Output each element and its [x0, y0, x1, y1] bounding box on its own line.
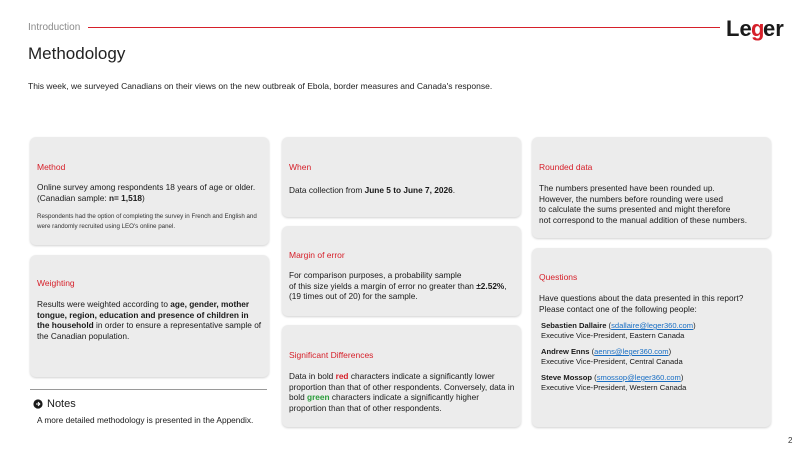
method-small-line1: Respondents had the option of completing the survey in French and English and — [37, 213, 257, 220]
svg-text:er: er — [763, 16, 784, 41]
when-card — [282, 137, 521, 217]
weighting-body — [37, 299, 263, 341]
significant-body — [289, 371, 515, 413]
contact-name: Andrew Enns — [541, 347, 590, 356]
questions-card — [532, 248, 771, 427]
weighting-bold: age, gender, mother tongue, region, education and presence of children in the household — [37, 299, 250, 330]
significant-card — [282, 325, 521, 427]
questions-body — [539, 293, 765, 314]
significant-red-word: red — [335, 371, 349, 381]
section-label: Introduction — [28, 22, 81, 33]
svg-text:g: g — [751, 16, 765, 41]
margin-line1: For comparison purposes, a probability sample — [289, 270, 462, 280]
contact-item: Steve Mossop (smossop@leger360.com) Executive Vice-President, Western Canada — [541, 373, 687, 392]
margin-value: ±2.52% — [476, 280, 505, 291]
method-sample-suffix: ) — [141, 192, 145, 203]
contact-email-link[interactable]: sdallaire@leger360.com — [611, 321, 694, 330]
method-small-line2: were randomly recruited using LEO's online panel. — [37, 223, 176, 230]
contact-role: Executive Vice-President, Western Canada — [541, 383, 687, 392]
leger-logo — [726, 14, 784, 50]
contact-item: Andrew Enns (aenns@leger360.com) Executive Vice-President, Central Canada — [541, 347, 683, 366]
contact-email-link[interactable]: aenns@leger360.com — [594, 347, 669, 356]
contact-role: Executive Vice-President, Central Canada — [541, 357, 683, 366]
method-card — [30, 137, 269, 245]
contact-email-link[interactable]: smossop@leger360.com — [596, 373, 681, 382]
rounded-card — [532, 137, 771, 238]
rounded-title: Rounded data — [539, 162, 593, 172]
significant-green-word: green — [307, 392, 330, 402]
contact-name: Sebastien Dallaire — [541, 321, 607, 330]
rounded-line3: to calculate the sums presented and might therefore — [539, 204, 731, 214]
when-suffix: . — [452, 185, 456, 195]
when-prefix: Data collection from — [289, 185, 365, 195]
when-title: When — [289, 162, 312, 172]
page-number: 2 — [788, 436, 793, 445]
method-body — [37, 182, 263, 203]
contact-name: Steve Mossop — [541, 373, 593, 382]
weighting-suffix: in order to ensure a representative sample of the Canadian population. — [37, 320, 262, 341]
when-body — [289, 185, 515, 196]
margin-body — [289, 270, 515, 302]
significant-title: Significant Differences — [289, 350, 374, 360]
method-sample-value: n= 1,518 — [108, 192, 142, 203]
questions-line1: Have questions about the data presented in this report? — [539, 293, 744, 303]
notes-rule — [30, 389, 267, 390]
questions-title: Questions — [539, 272, 578, 282]
margin-line2: of this size yields a margin of error no greater than — [289, 280, 477, 291]
weighting-prefix: Results were weighted according to — [37, 299, 171, 309]
rounded-body — [539, 183, 765, 225]
arrow-circle-icon — [33, 399, 43, 409]
method-title: Method — [37, 162, 66, 172]
page-title: Methodology — [28, 44, 126, 63]
margin-line3: (19 times out of 20) for the sample. — [289, 291, 418, 301]
intro-text: This week, we surveyed Canadians on their views on the new outbreak of Ebola, border measures and Canada's response. — [28, 81, 493, 91]
notes-text: A more detailed methodology is presented in the Appendix. — [37, 415, 254, 425]
method-line: Online survey among respondents 18 years of age or older. — [37, 182, 256, 192]
notes-title: Notes — [47, 398, 76, 410]
significant-text3: characters indicate a significantly higher proportion than that of other respondents. — [289, 392, 480, 413]
weighting-card — [30, 255, 269, 377]
questions-line2: Please contact one of the following people: — [539, 303, 697, 314]
method-sample-prefix: (Canadian sample: — [37, 192, 109, 203]
contact-item: Sebastien Dallaire (sdallaire@leger360.com) Executive Vice-President, Eastern Canada — [541, 321, 696, 340]
margin-title: Margin of error — [289, 250, 345, 260]
header-rule — [88, 27, 720, 28]
margin-suffix: , — [504, 280, 507, 291]
weighting-title: Weighting — [37, 278, 75, 288]
margin-card — [282, 226, 521, 316]
when-dates: June 5 to June 7, 2026 — [364, 185, 453, 195]
rounded-line4: not correspond to the manual addition of these numbers. — [539, 214, 748, 225]
significant-text2: characters indicate a significantly lower proportion than that of other respondents. Conversely, data in bold — [289, 371, 515, 402]
significant-text1: Data in bold — [289, 371, 336, 381]
svg-text:Le: Le — [726, 16, 752, 41]
rounded-line1: The numbers presented have been rounded up. — [539, 183, 715, 193]
rounded-line2: However, the numbers before rounding were used — [539, 193, 724, 204]
contact-role: Executive Vice-President, Eastern Canada — [541, 331, 685, 340]
method-small — [37, 212, 263, 232]
